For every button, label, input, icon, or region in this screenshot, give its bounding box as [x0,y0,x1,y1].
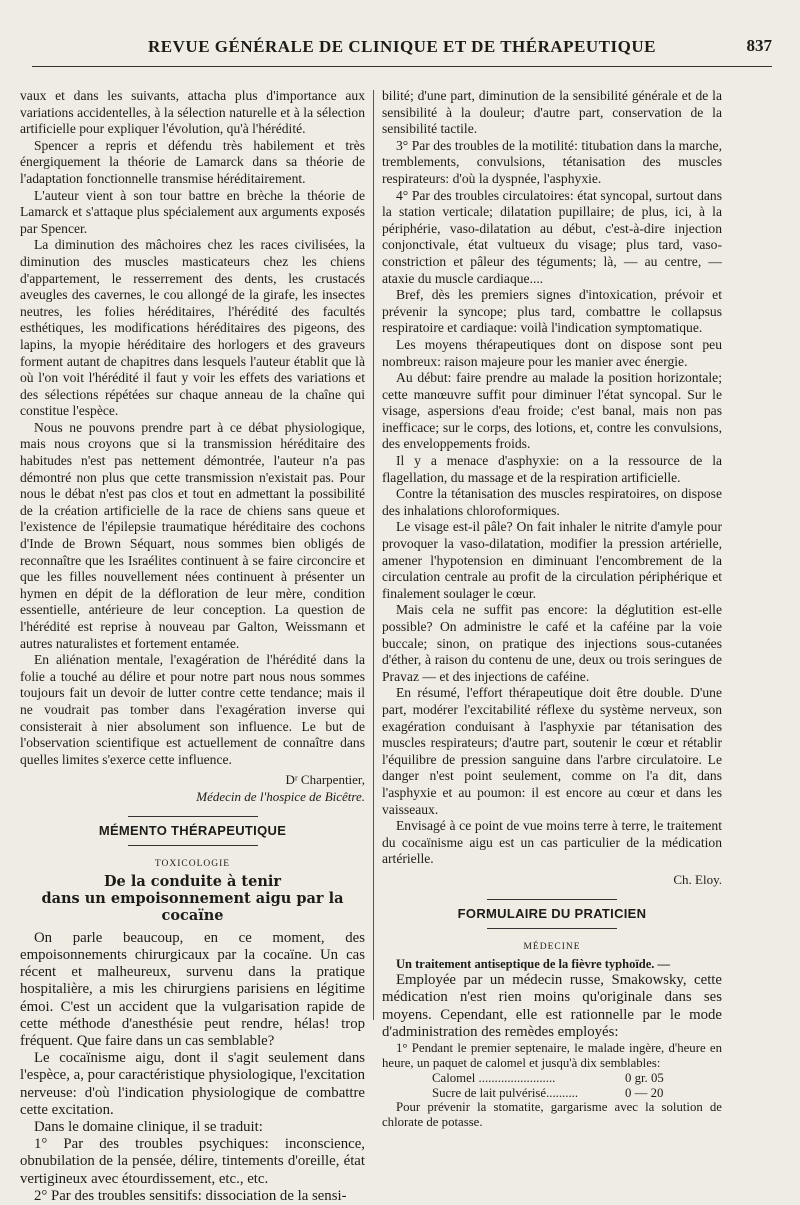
paragraph: L'auteur vient à son tour battre en brèche la théorie de Lamarck et s'attaque plus spécialement aux arguments exposés par Spencer. [20,187,365,236]
section-rule [128,816,258,817]
header-rule [32,66,772,67]
section-title: MÉMENTO THÉRAPEUTIQUE [98,822,287,838]
author-affiliation: Médecin de l'hospice de Bicêtre. [196,788,365,804]
paragraph: On parle beaucoup, en ce moment, des empoisonnements chirurgicaux par la cocaïne. Un cas récent et malheureux, survenu dans la pratique hospitalière, a mis les chirurgiens parisiens en légitime émoi. C'est un accident que la vulgarisation rapide de cette méthode d'anesthésie peut rendre, hélas! trop fréquent. Que faire dans un cas semblable? [20,929,365,1049]
paragraph: 4° Par des troubles circulatoires: état syncopal, surtout dans la station verticale; dilatation pupillaire; de plus, ici, à la périphérie, vaso-dilatation au début, c'est-à-dire injection conjonctivale, état vultueux du visage; plus tard, vaso-constriction et pâleur des téguments; là, — au centre, — ataxie du muscle cardiaque.... [382,187,722,286]
section-rule [487,928,617,929]
subsection-label: MÉDECINE [523,942,581,953]
section-title: FORMULAIRE DU PRATICIEN [457,905,647,921]
section-rule [487,899,617,900]
paragraph: Bref, dès les premiers signes d'intoxication, prévoir et prévenir la syncope; plus tard, combattre le collapsus respiratoire et cardiaque: voilà l'indication symptomatique. [382,287,722,336]
section-rule [128,845,258,846]
paragraph: Le visage est-il pâle? On fait inhaler le nitrite d'amyle pour provoquer la vaso-dilatation, modifier la pression artérielle, amener l'hypotension en diminuant l'encombrement de la circulation centrale au profit de la circulation périphérique et finalement soulager le cœur. [382,519,722,601]
recipe-item [382,1071,722,1085]
paragraph: bilité; d'une part, diminution de la sensibilité générale et de la sensibilité à la douleur; d'autre part, conservation de la sensibilité tactile. [382,88,722,137]
article-title: dans un empoisonnement aigu par la cocaïne [41,889,344,924]
article-title: Un traitement antiseptique de la fièvre typhoïde. — [396,956,671,971]
paragraph: 2° Par des troubles sensitifs: dissociation de la sensi- [34,1187,347,1204]
author-signature: Dʳ Charpentier, [285,772,365,788]
paragraph: Mais cela ne suffit pas encore: la déglutition est-elle possible? On administre le café et la caféine par la voie buccale; sinon, on pratique des injections sous-cutanées d'éther, à raison du contenu de une, deux ou trois seringues de Pravaz — et des injections de caféine. [382,602,722,684]
ingredient-name: Calomel ........................ [432,1071,556,1086]
paragraph: La diminution des mâchoires chez les races civilisées, la diminution des muscles masticateurs chez les chiens d'appartement, le resserrement des dents, les crustacés aveugles des cavernes, le cou allongé de la girafe, les insectes neutres, les folies héréditaires, l'hérédité des facultés esthétiques, les modifications héréditaires des pigeons, des lapins, la myopie héréditaire des horlogers et des graveurs forment autant de chapitres dans lesquels l'auteur établit que là où l'on voit l'hérédité il faut y voir les effets des variations et des sélections répétées sur chaque anneau de la chaîne qui constitue l'espèce. [20,237,365,419]
paragraph: Pour prévenir la stomatite, gargarisme avec la solution de chlorate de potasse. [382,1099,722,1129]
ingredient-name: Sucre de lait pulvérisé.......... [432,1085,579,1100]
paragraph: Envisagé à ce point de vue moins terre à terre, le traitement du cocaïnisme aigu est un cas particulier de la médication artérielle. [382,818,722,867]
recipe-item [382,1086,722,1100]
subsection-label: TOXICOLOGIE [154,859,231,870]
paragraph: Spencer a repris et défendu très habilement et très énergiquement la théorie de Lamarck dans sa théorie de l'adaptation fonctionnelle transmise héréditairement. [20,137,365,186]
right-column [382,88,722,1130]
paragraph: Employée par un médecin russe, Smakowsky, cette médication n'est rien moins qu'originale dans ses moyens. Cependant, elle est rationnelle par le mode d'administration des remèdes employés: [382,972,722,1040]
page-number: 837 [746,36,772,55]
article-title: De la conduite à tenir [103,872,282,890]
paragraph: Il y a menace d'asphyxie: on a la ressource de la flagellation, du massage et de la respiration artificielle. [382,453,722,485]
ingredient-quantity: 0 gr. 05 [625,1071,664,1086]
paragraph: 3° Par des troubles de la motilité: titubation dans la marche, tremblements, convulsions, tétanisation des muscles respirateurs: d'où la dyspnée, l'asphyxie. [382,137,722,186]
paragraph: Contre la tétanisation des muscles respiratoires, on dispose des inhalations chloroformiques. [382,486,722,518]
paragraph: Au début: faire prendre au malade la position horizontale; cette manœuvre suffit pour diminuer l'état syncopal. Sur le visage, aspersions d'eau froide; c'est banal, mais non pas inefficace; sur le corps, des lotions, et, contre les convulsions, des enveloppements froids. [382,370,722,452]
author-signature: Ch. Eloy. [673,871,722,887]
paragraph: Le cocaïnisme aigu, dont il s'agit seulement dans l'espèce, a, pour caractéristique physiologique, l'excitation nerveuse: d'où l'indication physiologique de combattre cette excitation. [20,1050,365,1118]
column-divider [373,90,374,1020]
paragraph: vaux et dans les suivants, attacha plus d'importance aux variations accidentelles, à la sélection naturelle et à la sélection artificielle pour expliquer l'évolution, qu'à l'hérédité. [20,88,365,137]
ingredient-quantity: 0 — 20 [625,1085,664,1100]
running-title: REVUE GÉNÉRALE DE CLINIQUE ET DE THÉRAPEUTIQUE [148,37,656,56]
paragraph: En résumé, l'effort thérapeutique doit être double. D'une part, modérer l'excitabilité réflexe du système nerveux, son exagération conduisant à l'asphyxie par tétanisation des muscles respirateurs; d'autre part, soutenir le cœur et rétablir l'équilibre de pression sanguine dans l'arbre circulatoire. Le danger n'est point seulement, comme on l'a dit, dans l'asphyxie et au poumon: il est encore au cœur et dans les vaisseaux. [382,685,722,817]
recipe-intro: 1° Pendant le premier septenaire, le malade ingère, d'heure en heure, un paquet de calomel et jusqu'à dix semblables: [382,1041,722,1071]
paragraph: Nous ne pouvons prendre part à ce débat physiologique, mais nous croyons que si la transmission héréditaire des habitudes n'est pas nettement démontrée, l'auteur n'a pas démontré non plus que cette transmission n'existait pas. Pour nous le débat n'est pas clos et tout en admettant la possibilité de la création artificielle de la race de chiens sans queue et l'existence de l'épilepsie traumatique héréditaire des cochons d'Inde de Brown Séquart, nous sommes bien obligés de reconnaître que les Israélites continuent à se faire circoncire et que les filles nouvellement nées continuent à présenter un hymen en dépit de la défloration de leur mère, condition essentielle, antérieure de leur conception. La question de l'hérédité est reprise à nouveau par Galton, Weissmann et autres naturalistes et fortement entamée. [20,419,365,651]
paragraph: 1° Par des troubles psychiques: inconscience, obnubilation de la pensée, délire, tintements d'oreille, état vertigineux avec étourdissement, etc., etc. [20,1136,365,1187]
paragraph: En aliénation mentale, l'exagération de l'hérédité dans la folie a touché au délire et pour notre part nous nous sommes toujours fait un devoir de lutter contre cette tendance; mais il ne voudrait pas tomber dans l'exagération inverse qui consisterait à nier absolument son influence. Le but de l'observation scientifique est actuellement de connaître dans quelles limites s'exerce cette influence. [20,652,365,767]
page-header [32,0,772,72]
left-column [20,88,365,1205]
paragraph: Les moyens thérapeutiques dont on dispose sont peu nombreux: raison majeure pour les manier avec énergie. [382,336,722,369]
paragraph: Dans le domaine clinique, il se traduit: [34,1118,263,1135]
